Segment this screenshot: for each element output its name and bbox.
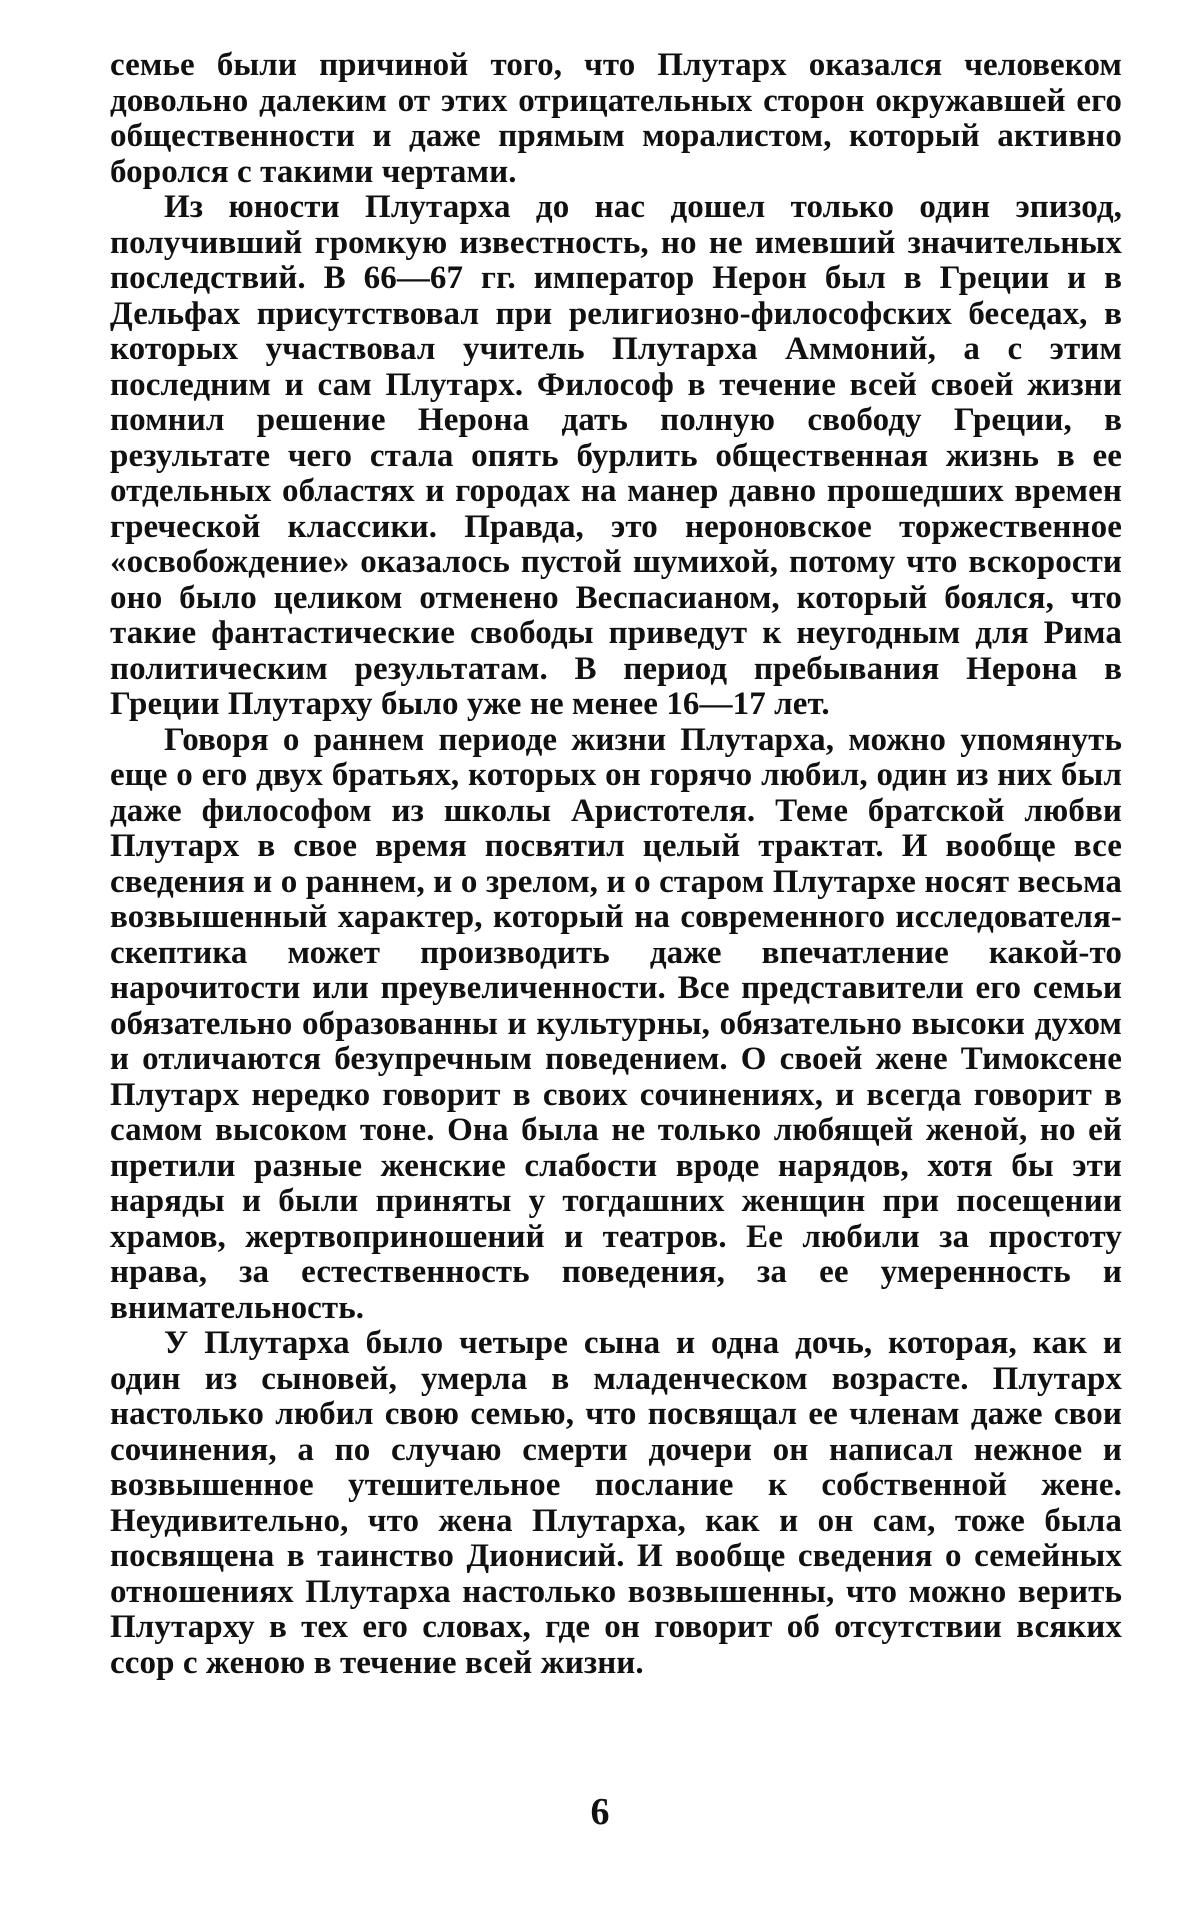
paragraph-4: У Плутарха было четыре сына и одна дочь, которая, как и один из сыновей, умерла в младенческом возрасте. Плутарх настолько любил свою семью, что посвящал ее членам даже свои сочинения, а по случаю смерти дочери он написал нежное и возвышенное утешительное послание к собственной жене. Неудивительно, что жена Плутарха, как и он сам, тоже была посвящена в таинство Дионисий. И вообще сведения о семейных отношениях Плутарха настолько возвышенны, что можно верить Плутарху в тех его словах, где он говорит об отсутствии всяких ссор с женою в течение всей жизни. <box>110 1325 1122 1681</box>
paragraph-3: Говоря о раннем периоде жизни Плутарха, можно упомянуть еще о его двух братьях, которых он горячо любил, один из них был даже философом из школы Аристотеля. Теме братской любви Плутарх в свое время посвятил целый трактат. И вообще все сведения и о раннем, и о зрелом, и о старом Плутархе носят весьма возвышенный характер, который на современного исследователя-скептика может производить даже впечатление какой-то нарочитости или преувеличенности. Все представители его семьи обязательно образованны и культурны, обязательно высоки духом и отличаются безупречным поведением. О своей жене Тимоксене Плутарх нередко говорит в своих сочинениях, и всегда говорит в самом высоком тоне. Она была не только любящей женой, но ей претили разные женские слабости вроде нарядов, хотя бы эти наряды и были приняты у тогдашних женщин при посещении храмов, жертвоприношений и театров. Ее любили за простоту нрава, за естественность поведения, за ее умеренность и внимательность. <box>110 721 1122 1326</box>
page-number: 6 <box>590 1791 610 1833</box>
paragraph-1: семье были причиной того, что Плутарх оказался человеком довольно далеким от этих отрицательных сторон окружавшей его общественности и даже прямым моралистом, который активно боролся с такими чертами. <box>110 47 1122 190</box>
paragraph-2: Из юности Плутарха до нас дошел только один эпизод, получивший громкую известность, но не имевший значительных последствий. В 66—67 гг. император Нерон был в Греции и в Дельфах присутствовал при религиозно-философских беседах, в которых участвовал учитель Плутарха Аммоний, а с этим последним и сам Плутарх. Философ в течение всей своей жизни помнил решение Нерона дать полную свободу Греции, в результате чего стала опять бурлить общественная жизнь в ее отдельных областях и городах на манер давно прошедших времен греческой классики. Правда, это нероновское торжественное «освобождение» оказалось пустой шумихой, потому что вскорости оно было целиком отменено Веспасианом, который боялся, что такие фантастические свободы приведут к неугодным для Рима политическим результатам. В период пребывания Нерона в Греции Плутарху было уже не менее 16—17 лет. <box>110 189 1122 722</box>
page-text <box>110 48 1122 1681</box>
